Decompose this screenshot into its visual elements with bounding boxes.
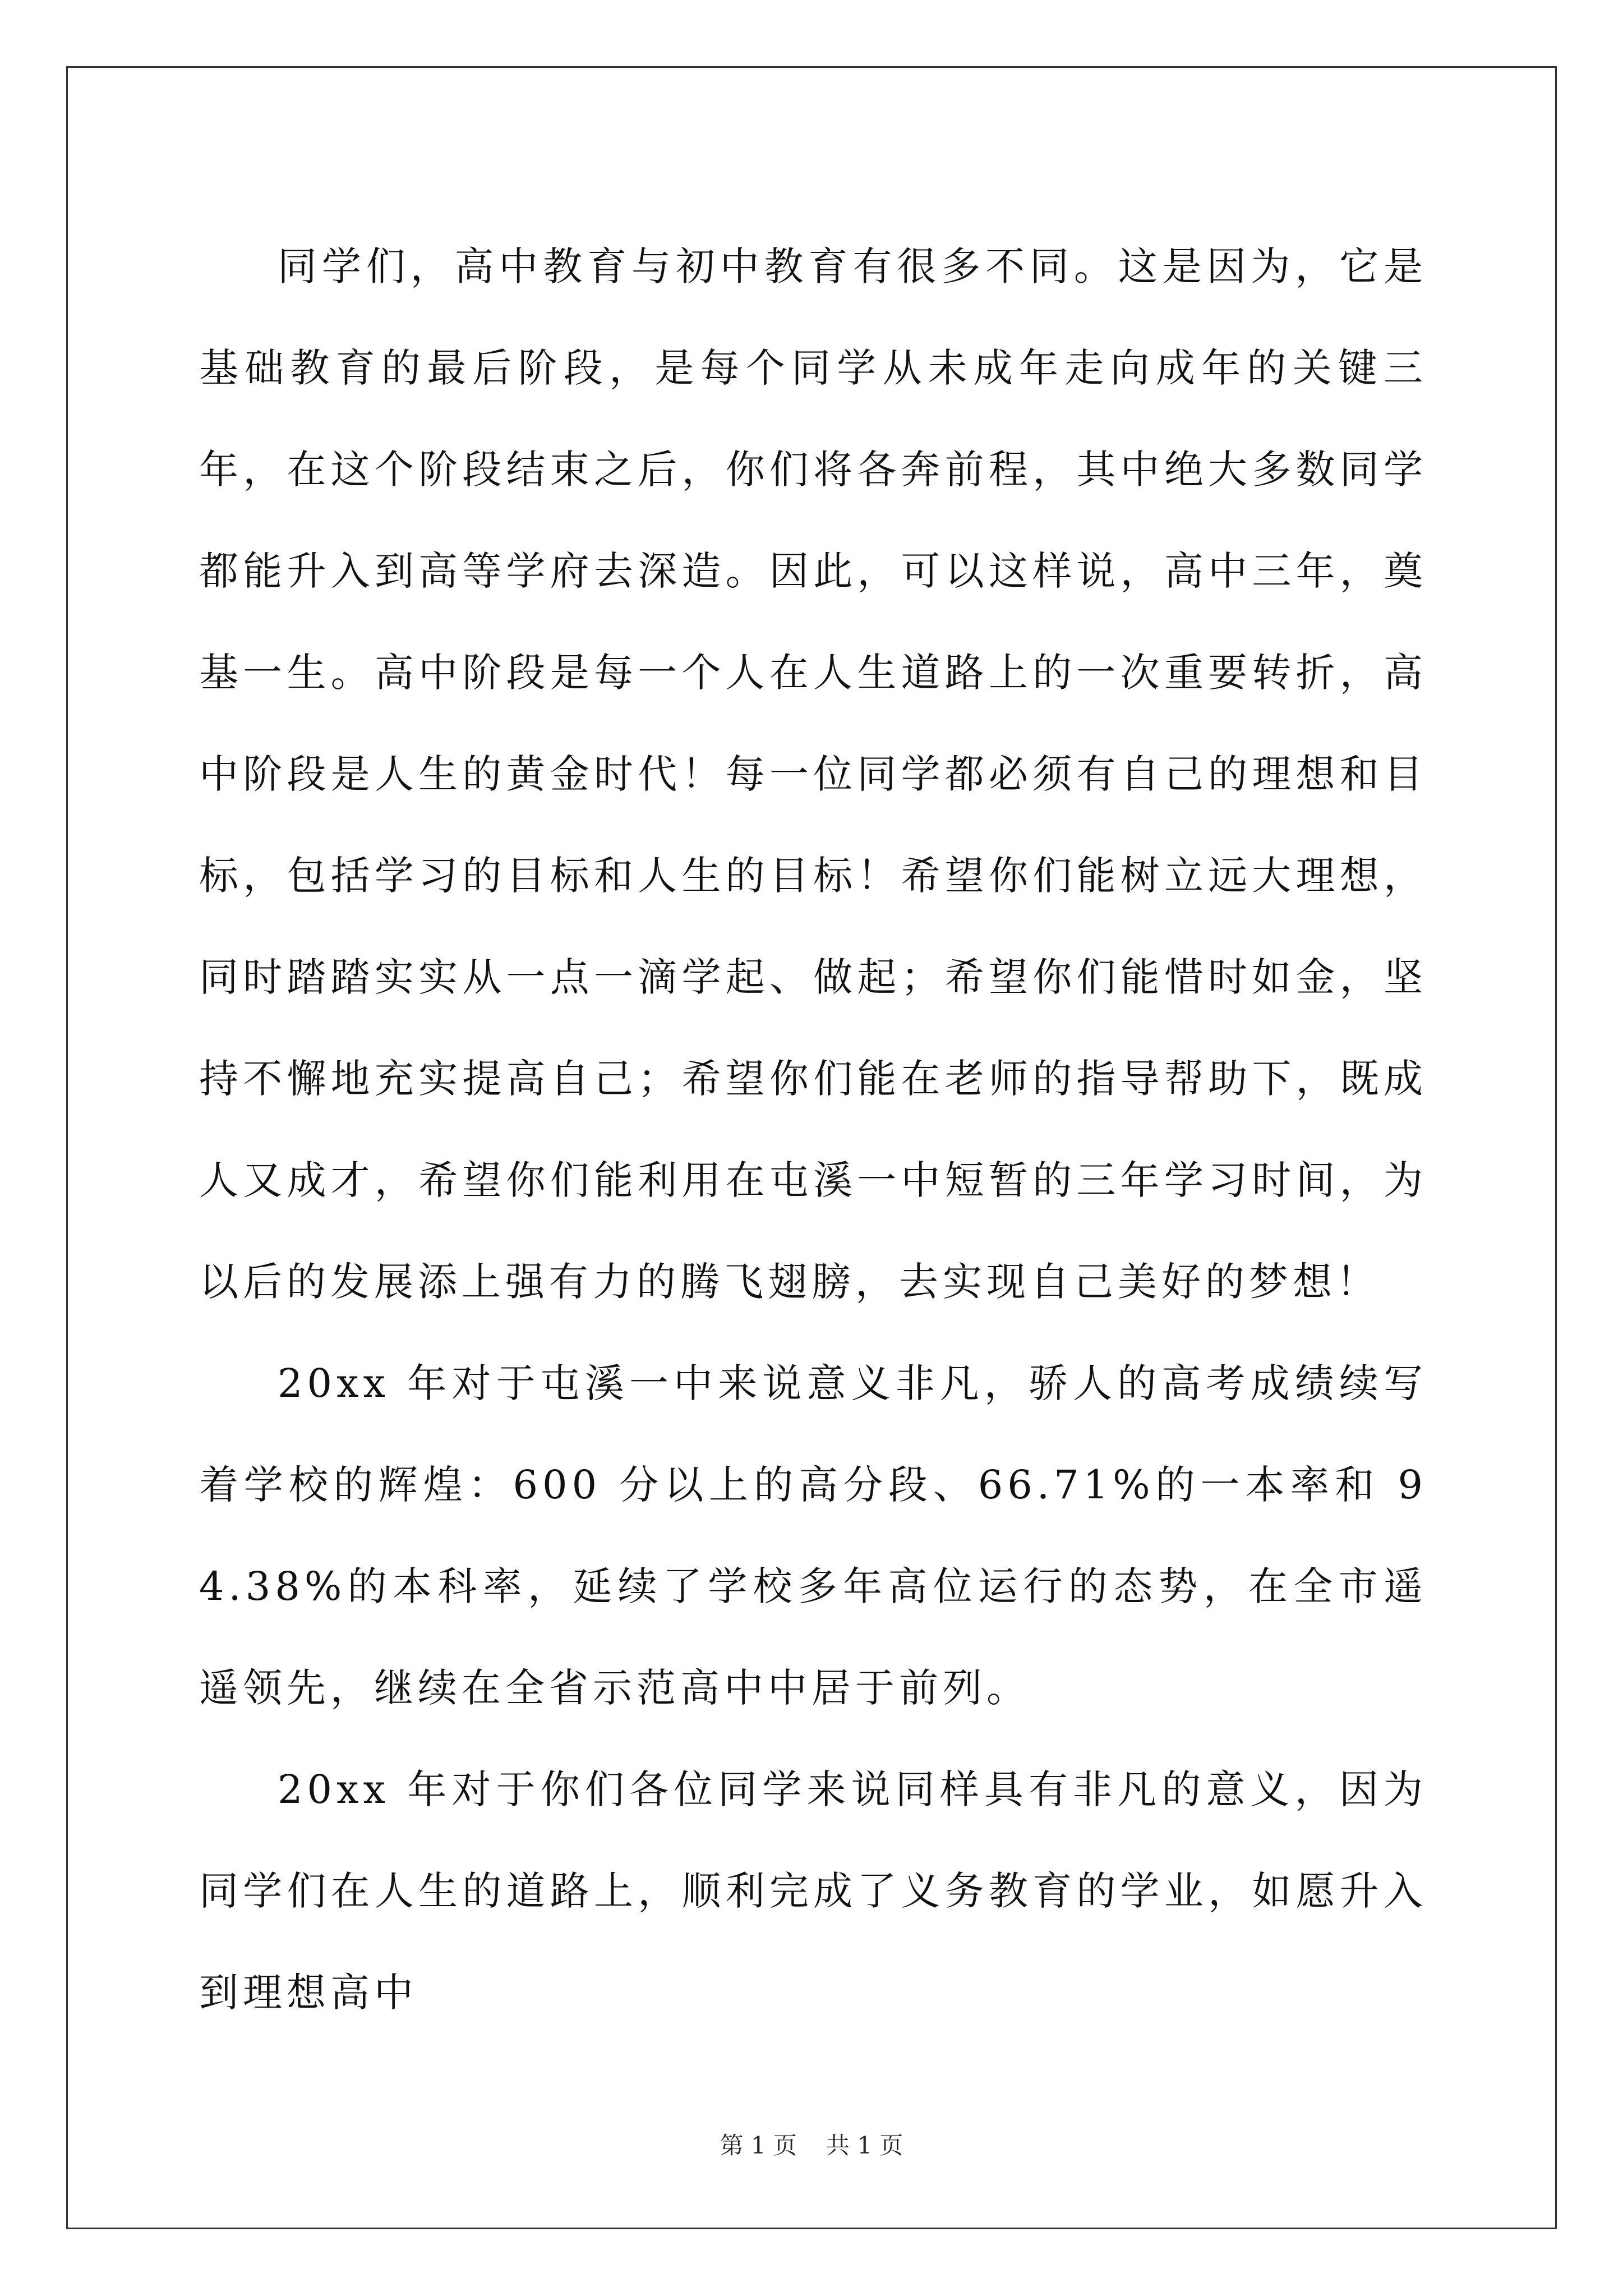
document-body [199, 216, 1427, 2044]
paragraph-1: 同学们，高中教育与初中教育有很多不同。这是因为，它是基础教育的最后阶段，是每个同学从未成年走向成年的关键三年，在这个阶段结束之后，你们将各奔前程，其中绝大多数同学都能升入到高等学府去深造。因此，可以这样说，高中三年，奠基一生。高中阶段是每一个人在人生道路上的一次重要转折，高中阶段是人生的黄金时代！每一位同学都必须有自己的理想和目标，包括学习的目标和人生的目标！希望你们能树立远大理想，同时踏踏实实从一点一滴学起、做起；希望你们能惜时如金，坚持不懈地充实提高自己；希望你们能在老师的指导帮助下，既成人又成才，希望你们能利用在屯溪一中短暂的三年学习时间，为以后的发展添上强有力的腾飞翅膀，去实现自己美好的梦想！ [199, 243, 1427, 1305]
page-number: 第 1 页 [720, 2132, 797, 2159]
paragraph-2: 20xx 年对于屯溪一中来说意义非凡，骄人的高考成绩续写着学校的辉煌：600 分以上的高分段、66.71%的一本率和 94.38%的本科率，延续了学校多年高位运行的态势，在全市遥遥领先，继续在全省示范高中中居于前列。 [199, 1360, 1427, 1711]
page-footer [0, 2129, 1623, 2162]
paragraph-3: 20xx 年对于你们各位同学来说同样具有非凡的意义，因为同学们在人生的道路上，顺利完成了义务教育的学业，如愿升入到理想高中 [199, 1766, 1427, 2016]
page-total: 共 1 页 [826, 2132, 903, 2159]
